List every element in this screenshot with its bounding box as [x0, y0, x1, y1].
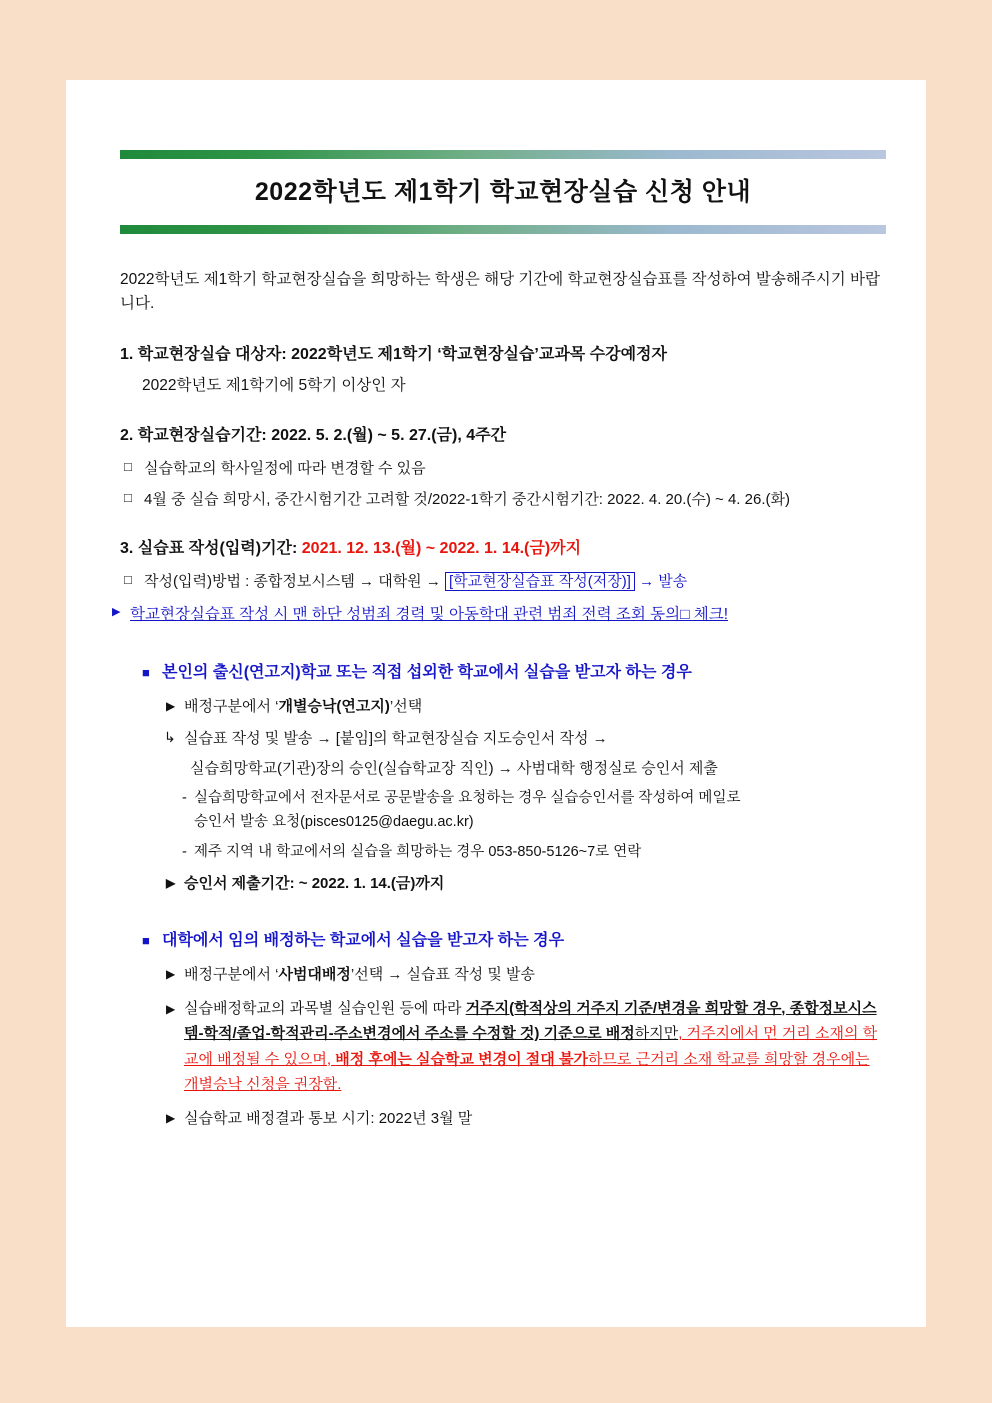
case-b-line-2-red-2: 하므로 근거리 소재 학교를 희망할 경우에는 개별승낙 신청을 권장함. [184, 1050, 870, 1094]
document-body [120, 268, 882, 1130]
section-2 [120, 424, 882, 511]
document-page [66, 80, 926, 1327]
title-rule-top [120, 150, 886, 159]
case-a-line-2: ↳ 실습표 작성 및 발송 → [붙임]의 학교현장실습 지도승인서 작성 → [120, 727, 882, 750]
section-2-heading: 2. 학교현장실습기간: 2022. 5. 2.(월) ~ 5. 27.(금), 4주간 [120, 426, 507, 444]
section-3-notice [120, 603, 882, 627]
case-b-line-2-plain-2: 하지만 [634, 1025, 679, 1043]
case-a-line-1 [120, 695, 882, 718]
case-a-line-1-bold: 개별승낙(연고지) [278, 698, 390, 716]
title-block [120, 150, 886, 234]
section-3 [120, 537, 882, 627]
case-b-line-1-pre: 배정구분에서 ‘ [184, 966, 279, 984]
case-b-line-1 [120, 963, 882, 986]
case-a-line-1-post: ’선택 [389, 698, 423, 716]
case-a-dash-1-cont: 승인서 발송 요청(pisces0125@daegu.ac.kr) [194, 814, 474, 831]
case-b-line-2-bold-1: 거주지(학적상의 거주지 기준/변경을 희망할 경우, 종합정보시스템-학적/졸업-학적관리-주소변경에서 주소를 수정할 것) 기준으로 배정 [184, 999, 877, 1043]
case-b-heading: ■ 대학에서 임의 배정하는 학교에서 실습을 받고자 하는 경우 [120, 929, 882, 954]
case-a-dash-2: - 제주 지역 내 학교에서의 실습을 희망하는 경우 053-850-5126~7로 연락 [120, 841, 882, 863]
page-title: 2022학년도 제1학기 학교현장실습 신청 안내 [254, 178, 752, 206]
section-3-method [120, 570, 882, 593]
case-a-line-1-pre: 배정구분에서 ‘ [184, 698, 279, 716]
section-3-heading-period: 2021. 12. 13.(월) ~ 2022. 1. 14.(금)까지 [301, 540, 582, 558]
section-3-method-tail: → 발송 [634, 573, 688, 590]
case-b-line-1-bold: 사범대배정 [278, 966, 351, 984]
title-rule-bottom [120, 225, 886, 234]
section-1-subtext: 2022학년도 제1학기에 5학기 이상인 자 [142, 376, 406, 394]
section-3-method-label: 작성(입력)방법 : 종합정보시스템 → 대학원 → [144, 573, 446, 590]
case-a-line-2-cont: 실습희망학교(기관)장의 승인(실습학교장 직인) → 사범대학 행정실로 승인서 제출 [190, 759, 718, 777]
case-b-line-1-post: ’선택 → 실습표 작성 및 발송 [350, 966, 535, 984]
case-a-line-3: ▶ 승인서 제출기간: ~ 2022. 1. 14.(금)까지 [120, 872, 882, 895]
sil-seup-pyo-link[interactable]: [학교현장실습표 작성(저장)] [445, 572, 635, 591]
section-3-heading-label: 3. 실습표 작성(입력)기간: [120, 540, 302, 558]
case-a-dash-1: - 실습희망학교에서 전자문서로 공문발송을 요청하는 경우 실습승인서를 작성하여 메일로 [120, 787, 882, 809]
case-b-line-2-plain-1: 실습배정학교의 과목별 실습인원 등에 따라 [184, 999, 466, 1017]
section-3-notice-text: 학교현장실습표 작성 시 맨 하단 성범죄 경력 및 아동학대 관련 범죄 전력 조회 동의□ 체크! [130, 606, 729, 624]
section-3-heading [120, 537, 882, 562]
case-a-heading: ■ 본인의 출신(연고지)학교 또는 직접 섭외한 학교에서 실습을 받고자 하는 경우 [120, 661, 882, 686]
case-b-line-2-red-1: , 거주지에서 먼 거리 소재의 학교에 배정될 수 있으며, [184, 1025, 878, 1068]
section-1-heading: 1. 학교현장실습 대상자: 2022학년도 제1학기 ‘학교현장실습’교과목 수강예정자 [120, 346, 667, 364]
case-b-line-3: ▶ 실습학교 배정결과 통보 시기: 2022년 3월 말 [120, 1107, 882, 1130]
case-b-line-2 [120, 996, 882, 1098]
section-2-bullet-2: □ 4월 중 실습 희망시, 중간시험기간 고려할 것/2022-1학기 중간시험기간: 2022. 4. 20.(수) ~ 4. 26.(화) [120, 488, 882, 511]
case-b-line-2-red-bold: 배정 후에는 실습학교 변경이 절대 불가 [335, 1050, 588, 1068]
section-2-bullet-1: □ 실습학교의 학사일정에 따라 변경할 수 있음 [120, 457, 882, 480]
intro-paragraph: 2022학년도 제1학기 학교현장실습을 희망하는 학생은 해당 기간에 학교현장실습표를 작성하여 발송해주시기 바랍니다. [120, 270, 880, 313]
section-1 [120, 343, 882, 398]
